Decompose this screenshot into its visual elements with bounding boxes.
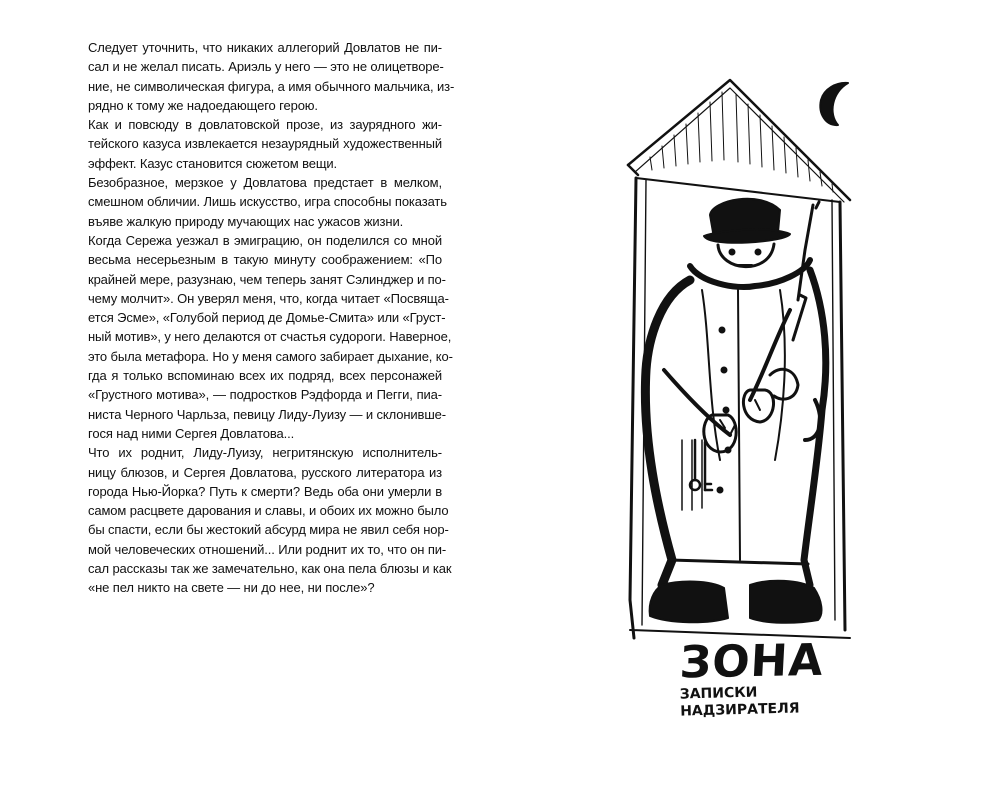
text-line: ницу блюзов, и Сергея Довлатова, русского литератора из [88, 464, 442, 480]
paragraph-3 [68, 173, 447, 231]
paragraph-5 [68, 443, 452, 597]
cover-subtitle [680, 683, 801, 720]
cover-subtitle-line-2: НАДЗИРАТЕЛЯ [680, 700, 800, 720]
text-line: ние, не символическая фигура, а имя обычного мальчика, из- [88, 78, 455, 94]
text-line: Что их роднит, Лиду-Луизу, негритянскую исполнитель- [88, 445, 442, 461]
text-line: Когда Сережа уезжал в эмиграцию, он поделился со мной [88, 232, 442, 248]
text-line: города Нью-Йорка? Путь к смерти? Ведь оба они умерли в [88, 483, 442, 499]
paragraph-2 [68, 115, 442, 173]
text-line: смешном обличии. Лишь искусство, игра способны показать [88, 194, 447, 210]
text-line: «Грустного мотива», — подростков Рэдфорда и Пегги, пиа- [88, 387, 442, 403]
text-line: эффект. Казус становится сюжетом вещи. [88, 155, 338, 171]
text-line: ется Эсме», «Голубой период де Домье-Смита» или «Груст- [88, 310, 446, 326]
text-page [68, 38, 455, 598]
text-line: въяве жалкую природу мучающих нас ужасов жизни. [88, 213, 404, 229]
text-line: ниста Черного Чарльза, певицу Лиду-Луизу — и склонивше- [88, 406, 446, 422]
guard-head [690, 199, 810, 287]
text-line: тейского казуса извлекается незаурядный художественный [88, 136, 442, 152]
text-line: мой человеческих отношений... Или роднит их то, что он пи- [88, 541, 447, 557]
text-line: гда я только вспоминаю всех их подряд, всех персонажей [88, 368, 442, 384]
paragraph-4 [68, 231, 453, 443]
text-line: гося над ними Сергея Довлатова... [88, 425, 295, 441]
guard-boots [650, 581, 822, 623]
text-line: Следует уточнить, что никаких аллегорий Довлатов не пи- [88, 40, 442, 55]
text-line: самом расцвете дарования и славы, и обоих их можно было [88, 503, 449, 519]
text-line: Безобразное, мерзкое у Довлатова предстает в мелком, [88, 175, 442, 191]
cover-title: ЗОНА [678, 634, 825, 689]
text-line: «не пел никто на свете — ни до нее, ни после»? [88, 580, 375, 596]
text-line: сал рассказы так же замечательно, как она пела блюзы и как [88, 561, 452, 577]
moon-icon [820, 83, 848, 125]
text-line: крайней мере, разузнаю, чем теперь занят Сэлинджер и по- [88, 271, 446, 287]
cover-subtitle-line-1: ЗАПИСКИ [679, 684, 758, 703]
text-line: это была метафора. Но у меня самого забирает дыхание, ко- [88, 348, 453, 364]
text-line: рядно к тому же надоедающего герою. [88, 97, 318, 113]
text-line: чему молчит». Он уверял меня, что, когда читает «Посвяща- [88, 290, 449, 306]
text-line: бы спасти, если бы жестокий абсурд мира не явил себя нор- [88, 522, 449, 538]
paragraph-1 [68, 38, 455, 115]
text-line: Как и повсюду в довлатовской прозе, из заурядного жи- [88, 117, 442, 133]
sentry-box-roof [628, 80, 850, 202]
text-line: сал и не желал писать. Ариэль у него — это не олицетворе- [88, 59, 444, 75]
text-line: весьма несерьезным в такую минуту соображением: «По [88, 252, 442, 268]
text-line: ный мотив», у него делаются от счастья судороги. Наверное, [88, 329, 452, 345]
cover-illustration [600, 40, 890, 740]
